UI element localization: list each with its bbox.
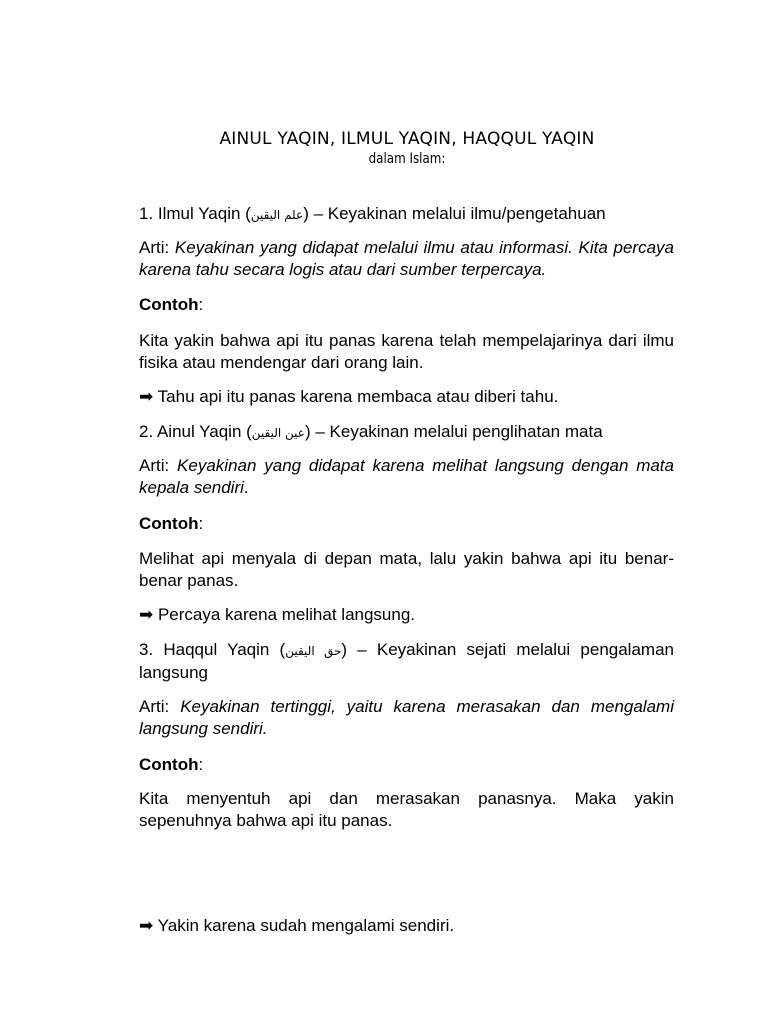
arrow-right-icon: ➡ [139, 387, 154, 406]
section-3-summary [139, 915, 674, 937]
contoh-colon: : [198, 755, 204, 774]
arti-text: Keyakinan yang didapat melalui ilmu atau informasi. Kita percaya karena tahu secara logis atau dari sumber terpercaya. [139, 238, 674, 279]
arti-text: Keyakinan yang didapat karena melihat langsung dengan mata kepala sendiri [139, 456, 674, 497]
section-2-heading [139, 421, 674, 444]
summary-text: Yakin karena sudah mengalami sendiri. [153, 916, 455, 935]
heading-text: ) – Keyakinan sejati melalui pengalaman langsung [139, 640, 674, 682]
document-subtitle: dalam Islam: [368, 151, 446, 167]
arrow-right-icon: ➡ [139, 916, 154, 935]
heading-text: 1. Ilmul Yaqin ( [139, 204, 251, 223]
section-1-summary [139, 386, 674, 408]
arabic-term: علم اليقين [250, 208, 304, 222]
arti-label: Arti: [139, 238, 170, 257]
heading-text: ) – Keyakinan melalui penglihatan mata [304, 422, 603, 441]
arti-label: Arti: [139, 697, 170, 716]
document-title: AINUL YAQIN, ILMUL YAQIN, HAQQUL YAQIN [219, 129, 595, 149]
arti-text: Keyakinan tertinggi, yaitu karena merasakan dan mengalami langsung sendiri. [139, 697, 674, 738]
section-2-contoh-label [139, 513, 674, 535]
contoh-colon: : [198, 295, 204, 314]
contoh-label: Contoh [139, 514, 199, 533]
contoh-label: Contoh [139, 295, 199, 314]
heading-text: 2. Ainul Yaqin ( [139, 422, 252, 441]
heading-text: 3. Haqqul Yaqin ( [139, 640, 286, 659]
section-3-contoh-label [139, 754, 674, 776]
section-1-contoh-label [139, 294, 674, 316]
section-2-summary [139, 604, 674, 626]
section-1-arti [139, 237, 674, 281]
section-3-heading [139, 639, 674, 684]
arti-end: . [243, 478, 249, 497]
summary-text: Tahu api itu panas karena membaca atau diberi tahu. [153, 387, 559, 406]
section-3-contoh-text: Kita menyentuh api dan merasakan panasnya. Maka yakin sepenuhnya bahwa api itu panas. [139, 789, 674, 830]
summary-text: Percaya karena melihat langsung. [153, 605, 416, 624]
section-1-heading [139, 203, 674, 226]
section-1-contoh-text: Kita yakin bahwa api itu panas karena telah mempelajarinya dari ilmu fisika atau mendengar dari orang lain. [139, 331, 674, 372]
arabic-term: عين اليقين [251, 426, 305, 440]
arrow-right-icon: ➡ [139, 605, 154, 624]
section-3-arti [139, 696, 674, 740]
arti-label: Arti: [139, 456, 170, 475]
contoh-colon: : [198, 514, 204, 533]
section-2-contoh-text: Melihat api menyala di depan mata, lalu yakin bahwa api itu benar-benar panas. [139, 549, 674, 590]
section-2-arti [139, 455, 674, 499]
arabic-term: حق اليقين [285, 644, 342, 658]
contoh-label: Contoh [139, 755, 199, 774]
heading-text: ) – Keyakinan melalui ilmu/pengetahuan [303, 204, 606, 223]
